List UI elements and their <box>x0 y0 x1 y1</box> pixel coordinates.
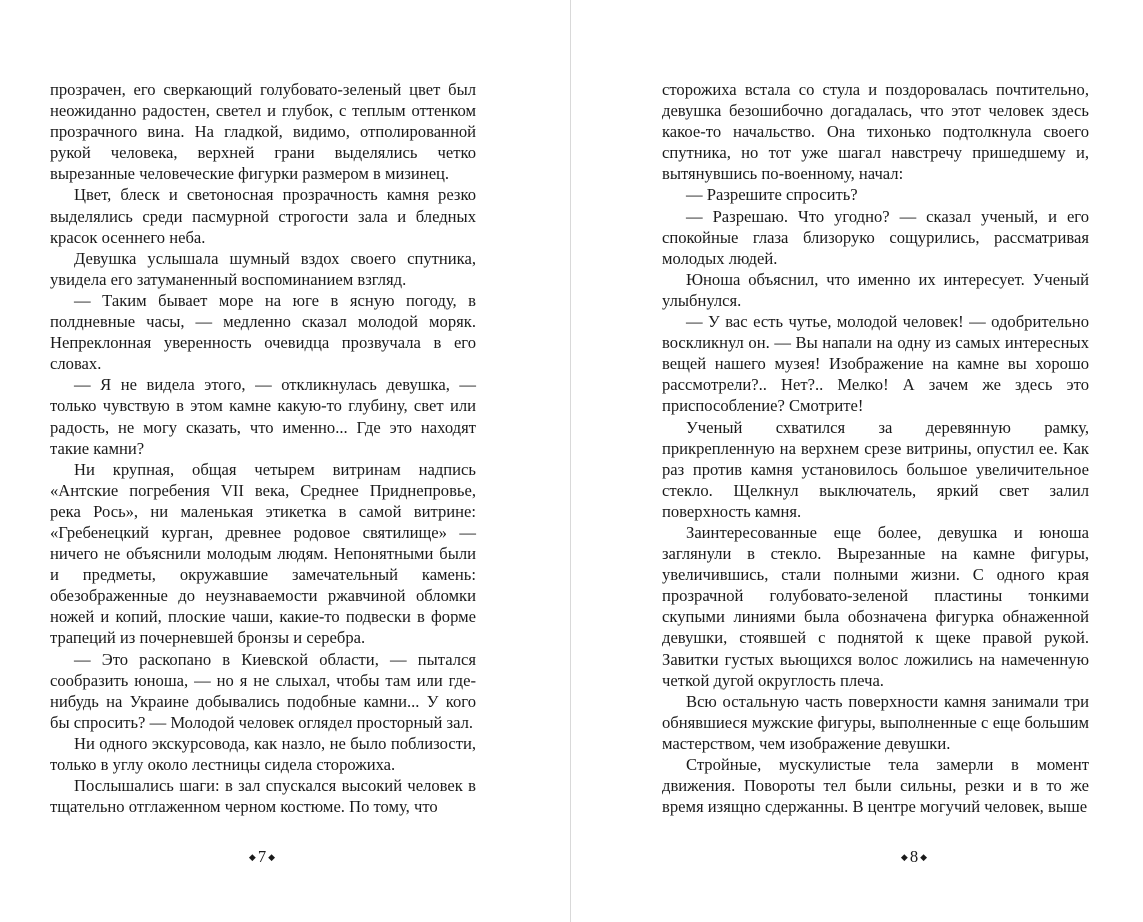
paragraph: Юноша объяснил, что именно их интересует. Ученый улыбнулся. <box>662 269 1089 310</box>
paragraph: Стройные, мускулистые тела замерли в момент движения. Повороты тел были сильны, резки и в то же время изящно сдержанны. В центре могучий человек, выше <box>662 755 1089 817</box>
paragraph: Ученый схватился за деревянную рамку, прикрепленную на верхнем срезе витрины, опустил ее. Как раз против камня установилось большое увеличительное стекло. Щелкнул выключатель, яркий свет залил поверхность камня. <box>662 417 1089 521</box>
paragraph: Всю остальную часть поверхности камня занимали три обнявшиеся мужские фигуры, выполненные с еще большим мастерством, чем изображение девушки. <box>662 691 1089 753</box>
page-number <box>222 846 302 869</box>
diamond-ornament-icon: ◆ <box>900 851 908 862</box>
paragraph: — Я не видела этого, — откликнулась девушка, — только чувствую в этом камне какую-то глубину, свет или радость, не могу сказать, что именно... Где это находят такие камни? <box>50 375 476 458</box>
paragraph: Цвет, блеск и светоносная прозрачность камня резко выделялись среди пасмурной строгости зала и бледных красок осеннего неба. <box>50 185 476 247</box>
diamond-ornament-icon: ◆ <box>920 851 928 862</box>
paragraph: — Это раскопано в Киевской области, — пытался сообразить юноша, — но я не слыхал, чтобы там или где-нибудь на Украине добывались подобные камни... У кого бы спросить? — Молодой человек оглядел просторный зал. <box>50 649 476 732</box>
paragraph: Девушка услышала шумный вздох своего спутника, увидела его затуманенный воспоминанием взгляд. <box>50 248 476 289</box>
paragraph: — У вас есть чутье, молодой человек! — одобрительно воскликнул он. — Вы напали на одну из самых интересных вещей нашего музея! Изображение на камне вы хорошо рассмотрели?.. Нет?.. Мелко! А зачем же здесь это приспособление? Смотрите! <box>662 312 1089 416</box>
paragraph: сторожиха встала со стула и поздоровалась почтительно, девушка безошибочно догадалась, что этот человек здесь какое-то начальство. Она тихонько подтолкнула своего спутника, но тот уже шагал навстречу пришедшему и, вытянувшись по-военному, начал: <box>662 80 1089 184</box>
paragraph: — Разрешите спросить? <box>686 185 858 205</box>
paragraph: прозрачен, его сверкающий голубовато-зеленый цвет был неожиданно радостен, светел и глубок, с теплым оттенком прозрачного вина. На гладкой, видимо, отполированной рукой человека, верхней грани выделялись четко вырезанные человеческие фигурки размером в мизинец. <box>50 80 476 184</box>
paragraph: Ни одного экскурсовода, как назло, не было поблизости, только в углу около лестницы сидела сторожиха. <box>50 733 476 774</box>
paragraph: Послышались шаги: в зал спускался высокий человек в тщательно отглаженном черном костюме. По тому, что <box>50 776 476 817</box>
left-page <box>0 0 570 922</box>
paragraph: Ни крупная, общая четырем витринам надпись «Антские погребения VII века, Среднее Приднепровье, река Рось», ни маленькая этикетка в самой витрине: «Гребенецкий курган, древнее родовое святилище» — ничего не объяснили молодым людям. Непонятными были и предметы, окружавшие замечательный камень: обезображенные до неузнаваемости ржавчиной обломки ножей и копий, плоские чаши, какие-то подвески в форме трапеций из почерневшей бронзы и серебра. <box>50 459 476 648</box>
page-number-value: 8 <box>909 847 919 866</box>
paragraph: — Разрешаю. Что угодно? — сказал ученый, и его спокойные глаза близоруко сощурились, рассматривая молодых людей. <box>662 206 1089 268</box>
right-page <box>571 0 1143 922</box>
page-number <box>874 846 954 869</box>
page-number-value: 7 <box>257 847 267 866</box>
left-page-text <box>50 79 476 817</box>
right-page-text <box>662 79 1089 817</box>
paragraph: Заинтересованные еще более, девушка и юноша заглянули в стекло. Вырезанные на камне фигуры, увеличившись, стали полными жизни. С одного края прозрачной голубовато-зеленой пластины тонкими скупыми линиями была обозначена фигурка обнаженной девушки, стоявшей с поднятой к щеке правой рукой. Завитки густых вьющихся волос ложились на намеченную четкой дугой округлость плеча. <box>662 522 1089 690</box>
diamond-ornament-icon: ◆ <box>248 851 256 862</box>
paragraph: — Таким бывает море на юге в ясную погоду, в полдневные часы, — медленно сказал молодой моряк. Непреклонная уверенность очевидца прозвучала в его словах. <box>50 290 476 374</box>
diamond-ornament-icon: ◆ <box>268 851 276 862</box>
